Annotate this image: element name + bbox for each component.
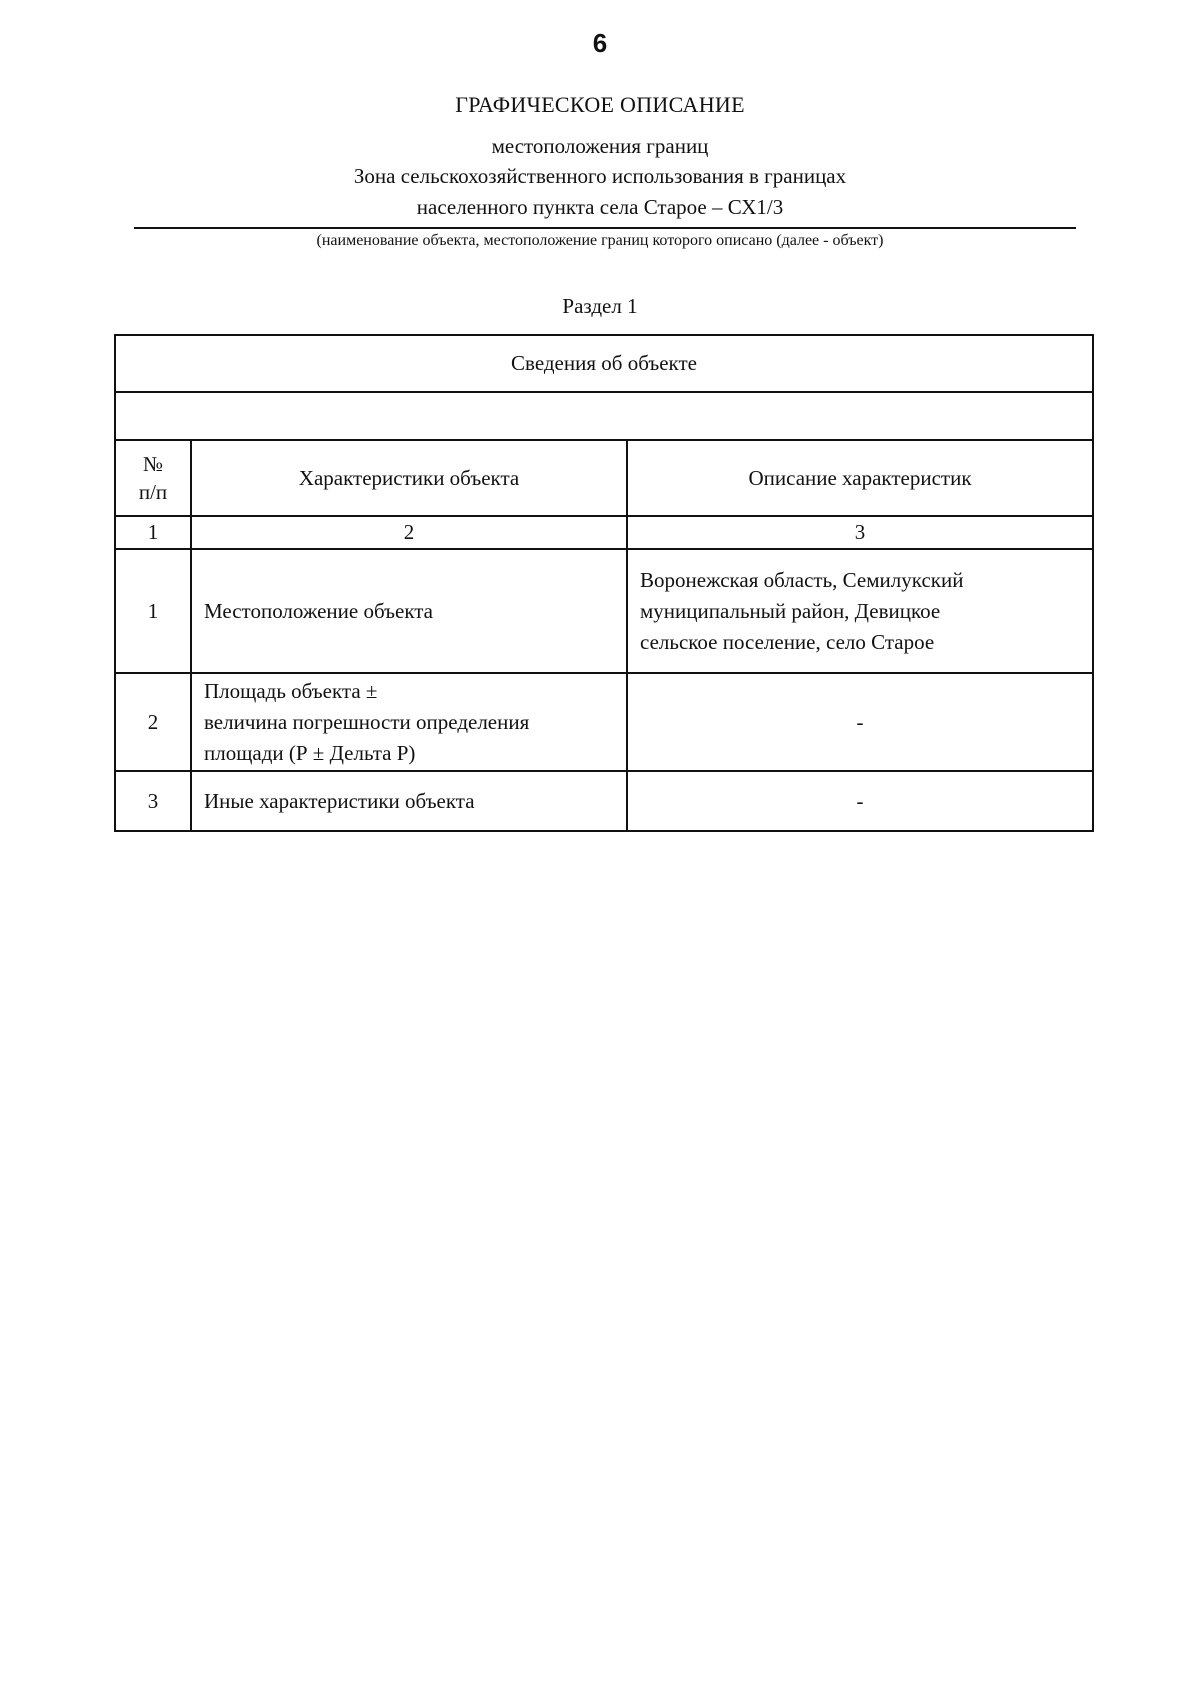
row-characteristic-line: площади (Р ± Дельта Р) — [204, 740, 416, 765]
page-number: 6 — [592, 28, 608, 58]
row-characteristic — [191, 673, 627, 771]
table-row — [115, 549, 1093, 673]
header-number-line2: п/п — [138, 480, 168, 504]
row-description-line: сельское поселение, село Старое — [640, 629, 935, 654]
table-row — [115, 771, 1093, 831]
row-characteristic-line: величина погрешности определения — [204, 709, 530, 734]
subtitle-line-1: местоположения границ — [491, 134, 709, 158]
row-characteristic-line: Местоположение объекта — [204, 598, 434, 623]
section-label: Раздел 1 — [562, 294, 638, 318]
header-number-line1: № — [142, 452, 164, 476]
table-title-row — [115, 335, 1093, 392]
row-description — [627, 549, 1093, 673]
column-number-2: 2 — [191, 516, 627, 549]
row-characteristic — [191, 771, 627, 831]
document-title: ГРАФИЧЕСКОЕ ОПИСАНИЕ — [455, 92, 745, 117]
table-empty-row — [115, 392, 1093, 440]
table-title: Сведения об объекте — [115, 335, 1093, 392]
table-empty-cell — [115, 392, 1093, 440]
column-number-3: 3 — [627, 516, 1093, 549]
subtitle-line-2: Зона сельскохозяйственного использования в границах — [353, 164, 847, 188]
header-characteristics: Характеристики объекта — [191, 440, 627, 516]
row-description — [627, 673, 1093, 771]
row-number: 3 — [115, 771, 191, 831]
header-description: Описание характеристик — [627, 440, 1093, 516]
table-header-row — [115, 440, 1093, 516]
title-caption: (наименование объекта, местоположение границ которого описано (далее - объект) — [316, 232, 884, 249]
row-number: 2 — [115, 673, 191, 771]
subtitle-line-3: населенного пункта села Старое – СХ1/3 — [416, 195, 784, 219]
row-description — [627, 771, 1093, 831]
row-description-line: муниципальный район, Девицкое — [640, 598, 941, 623]
header-number — [115, 440, 191, 516]
row-characteristic — [191, 549, 627, 673]
row-description-line: Воронежская область, Семилукский — [640, 567, 964, 592]
table-row — [115, 673, 1093, 771]
row-characteristic-line: Иные характеристики объекта — [204, 788, 475, 813]
row-description-line: - — [856, 709, 864, 734]
table-column-numbers-row — [115, 516, 1093, 549]
row-description-line: - — [856, 788, 864, 813]
title-underline — [134, 227, 1076, 229]
row-number: 1 — [115, 549, 191, 673]
column-number-1: 1 — [115, 516, 191, 549]
row-characteristic-line: Площадь объекта ± — [204, 678, 378, 703]
object-info-table — [114, 334, 1094, 832]
